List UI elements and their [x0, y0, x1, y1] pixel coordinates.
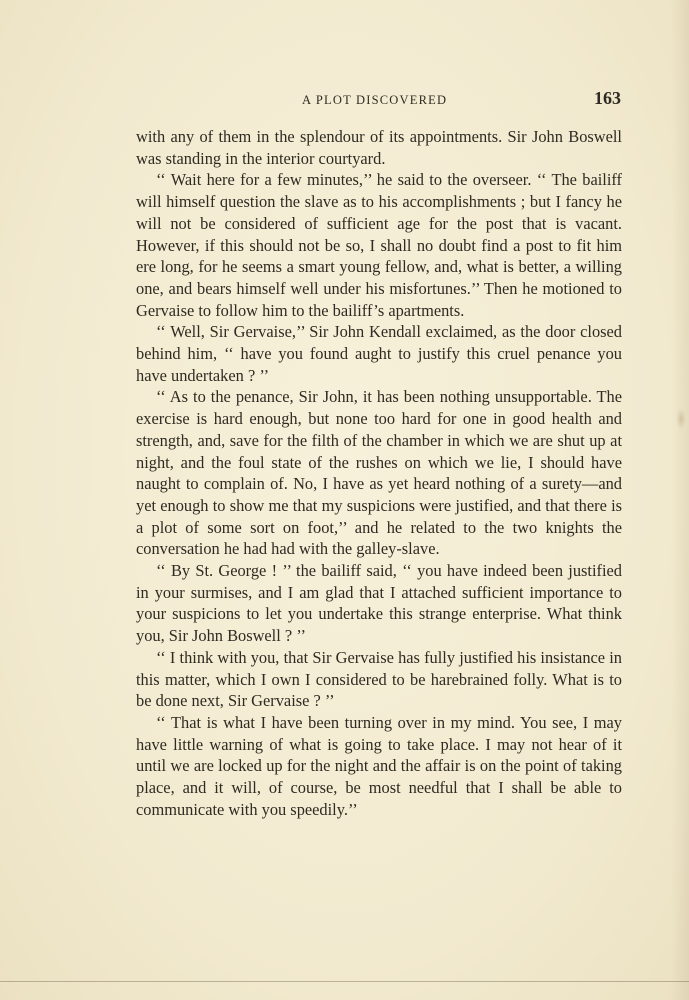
paragraph: ‘‘ Wait here for a few minutes,’’ he said to the overseer. ‘‘ The bailiff will himself question the slave as to his accomplishments ; but I fancy he will not be considered of sufficient age for the post that is vacant. However, if this should not be so, I shall no doubt find a post to fit him ere long, for he seems a smart young fellow, and, what is better, a willing one, and bears himself well under his misfortunes.’’ Then he motioned to Gervaise to follow him to the bailiff’s apartments. [136, 170, 622, 320]
paragraph: ‘‘ Well, Sir Gervaise,’’ Sir John Kendall exclaimed, as the door closed behind him, ‘‘ have you found aught to justify this cruel penance you have undertaken ? ’’ [136, 322, 622, 385]
paragraph: ‘‘ As to the penance, Sir John, it has been nothing unsupportable. The exercise is hard enough, but none too hard for one in good health and strength, and, save for the filth of the chamber in which we are shut up at night, and the foul state of the rushes on which we lie, I should have naught to complain of. No, I have as yet heard nothing of a surety—and yet enough to show me that my suspicions were justified, and that there is a plot of some sort on foot,’’ and he related to the two knights the conversation he had had with the galley-slave. [136, 387, 622, 559]
paper-stain [676, 408, 686, 430]
running-header [0, 88, 689, 112]
paragraph: ‘‘ I think with you, that Sir Gervaise has fully justified his insistance in this matter, which I own I considered to be harebrained folly. What is to be done next, Sir Gervaise ? ’’ [136, 647, 622, 711]
paragraph: with any of them in the splendour of its appointments. Sir John Boswell was standing in the interior courtyard. [136, 127, 622, 168]
page-edge-shadow [671, 0, 689, 1000]
page-number: 163 [594, 88, 621, 108]
paragraph: ‘‘ That is what I have been turning over in my mind. You see, I may have little warning of what is going to take place. I may not hear of it until we are locked up for the night and the affair is on the point of taking place, and it will, of course, be most needful that I shall be able to communicate with you speedily.’’ [136, 712, 622, 819]
paragraph: ‘‘ By St. George ! ’’ the bailiff said, ‘‘ you have indeed been justified in your surmises, and I am glad that I attached sufficient importance to your suspicions to let you undertake this strange enterprise. What think you, Sir John Boswell ? ’’ [136, 561, 622, 646]
body-text [136, 126, 622, 821]
running-title: A PLOT DISCOVERED [302, 93, 448, 107]
bottom-edge-line [0, 981, 689, 982]
